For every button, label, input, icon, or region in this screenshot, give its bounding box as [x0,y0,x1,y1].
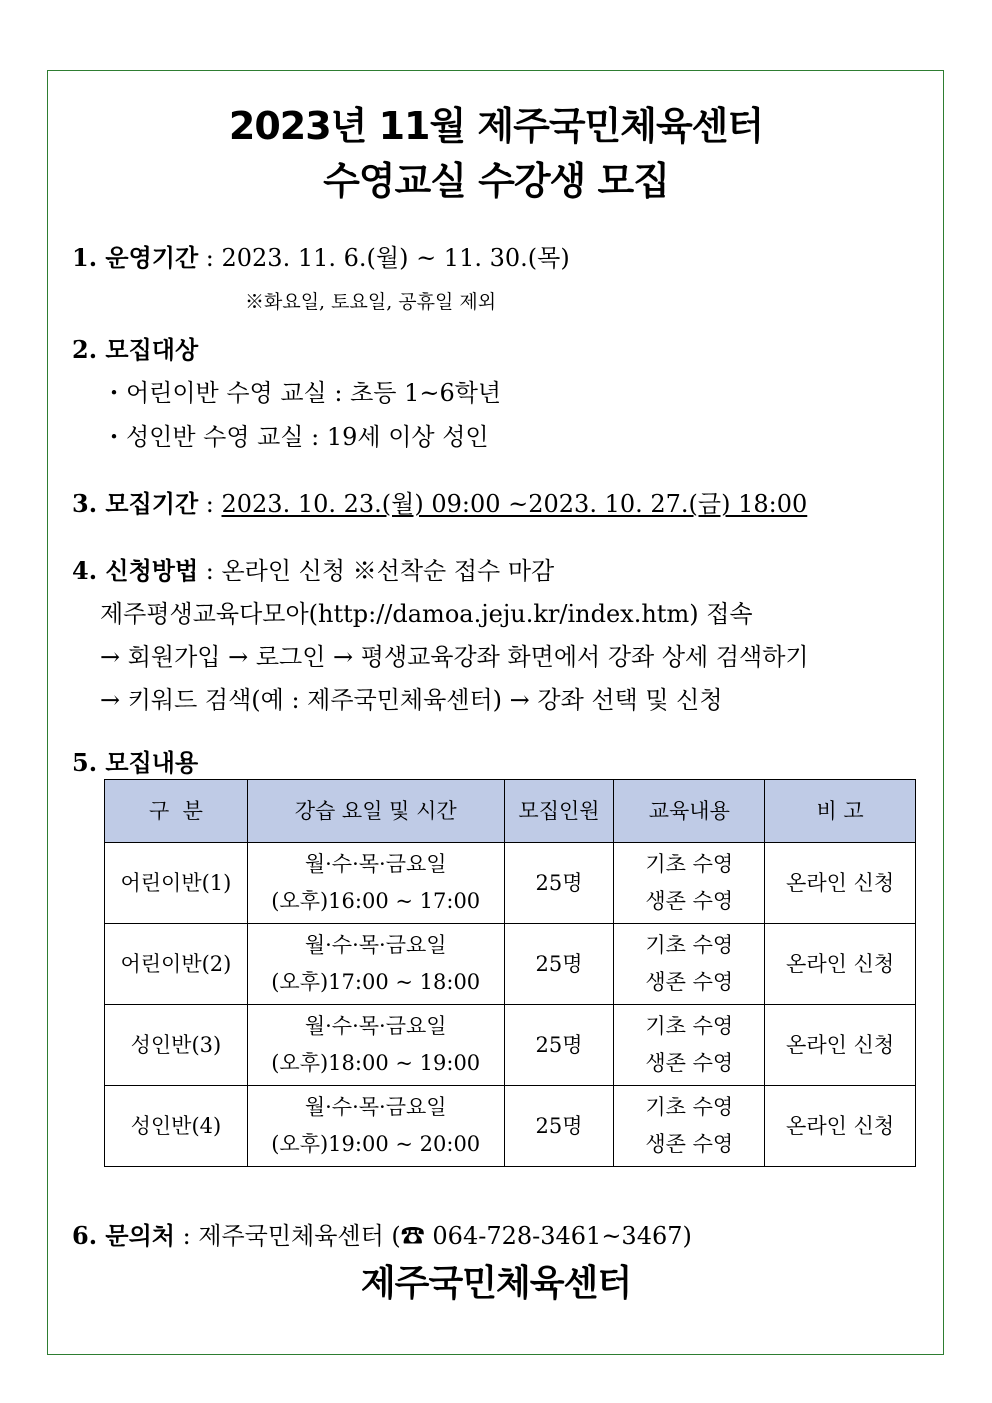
section-heading: 1. 운영기간 [72,243,199,272]
section-heading: 5. 모집내용 [72,748,199,777]
cell-class: 성인반(3) [105,1005,248,1086]
cell-content: 기초 수영 생존 수영 [614,1005,765,1086]
page-title-line1: 2023년 11월 제주국민체육센터 [228,104,764,148]
cell-class: 어린이반(2) [105,924,248,1005]
cell-capacity: 25명 [504,924,614,1005]
page-title-line2: 수영교실 수강생 모집 [323,159,669,203]
target-item-adults: ・성인반 수영 교실 : 19세 이상 성인 [102,423,489,451]
section-heading: 3. 모집기간 [72,489,199,518]
cell-capacity: 25명 [504,1086,614,1167]
cell-schedule: 월·수·목·금요일 (오후)16:00 ~ 17:00 [247,843,504,924]
operation-period-note: ※화요일, 토요일, 공휴일 제외 [245,291,497,313]
target-item-children: ・어린이반 수영 교실 : 초등 1~6학년 [102,379,502,407]
cell-content: 기초 수영 생존 수영 [614,924,765,1005]
operation-period-value: 2023. 11. 6.(월) ~ 11. 30.(목) [221,244,570,272]
cell-note: 온라인 신청 [765,924,916,1005]
header-capacity: 모집인원 [504,780,614,843]
cell-content: 기초 수영 생존 수영 [614,843,765,924]
section-heading: 6. 문의처 [72,1221,175,1250]
cell-class: 성인반(4) [105,1086,248,1167]
header-content: 교육내용 [614,780,765,843]
footer-organization: 제주국민체육센터 [360,1263,632,1304]
section-content [72,743,198,778]
section-heading: 4. 신청방법 [72,556,199,585]
cell-content: 기초 수영 생존 수영 [614,1086,765,1167]
apply-step-login: → 회원가입 → 로그인 → 평생교육강좌 화면에서 강좌 상세 검색하기 [100,643,809,671]
recruit-table [104,779,916,1167]
table-header-row [105,780,916,843]
cell-note: 온라인 신청 [765,1005,916,1086]
section-operation-period: 1. 운영기간 : 2023. 11. 6.(월) ~ 11. 30.(목) [72,243,570,272]
cell-note: 온라인 신청 [765,1086,916,1167]
cell-capacity: 25명 [504,843,614,924]
table-row [105,1086,916,1167]
table-row [105,924,916,1005]
section-heading: 2. 모집대상 [72,335,199,364]
section-target [72,330,198,365]
section-contact: 6. 문의처 : 제주국민체육센터 (☎ 064-728-3461~3467) [72,1221,692,1250]
cell-schedule: 월·수·목·금요일 (오후)18:00 ~ 19:00 [247,1005,504,1086]
table-row [105,843,916,924]
cell-schedule: 월·수·목·금요일 (오후)19:00 ~ 20:00 [247,1086,504,1167]
contact-value: 제주국민체육센터 (☎ 064-728-3461~3467) [198,1222,692,1250]
table-row [105,1005,916,1086]
cell-note: 온라인 신청 [765,843,916,924]
apply-step-search: → 키워드 검색(예 : 제주국민체육센터) → 강좌 선택 및 신청 [100,686,723,714]
header-note: 비 고 [765,780,916,843]
cell-class: 어린이반(1) [105,843,248,924]
section-recruit-period: 3. 모집기간 : 2023. 10. 23.(월) 09:00 ~2023. 10. 27.(금) 18:00 [72,489,808,518]
header-schedule: 강습 요일 및 시간 [247,780,504,843]
header-class: 구 분 [105,780,248,843]
recruit-period-value: 2023. 10. 23.(월) 09:00 ~2023. 10. 27.(금) 18:00 [221,490,808,518]
section-apply-method: 4. 신청방법 : 온라인 신청 ※선착순 접수 마감 [72,556,555,585]
cell-schedule: 월·수·목·금요일 (오후)17:00 ~ 18:00 [247,924,504,1005]
apply-method-value: 온라인 신청 ※선착순 접수 마감 [221,557,555,585]
cell-capacity: 25명 [504,1005,614,1086]
apply-step-site: 제주평생교육다모아(http://damoa.jeju.kr/index.htm) 접속 [100,600,753,628]
